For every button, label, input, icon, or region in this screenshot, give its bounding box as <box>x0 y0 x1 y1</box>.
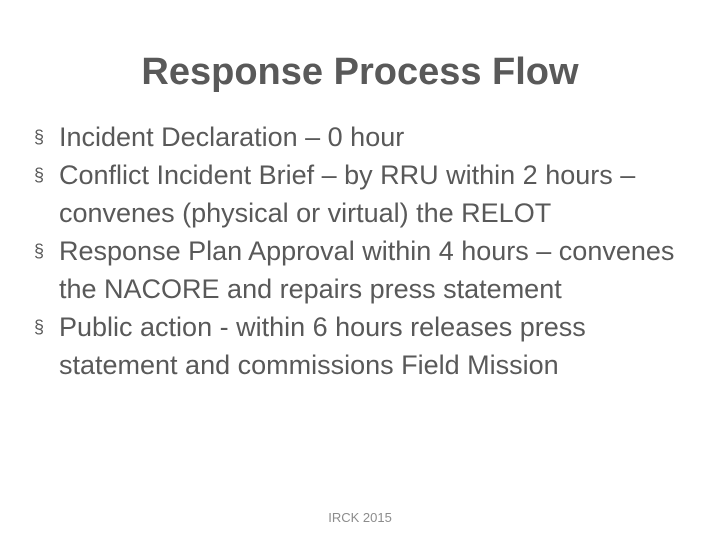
slide-title: Response Process Flow <box>141 51 579 93</box>
slide-footer: IRCK 2015 <box>328 510 392 525</box>
bullet-text: Public action - within 6 hours releases press statement and commissions Field Mission <box>59 312 586 380</box>
bullet-text: Response Plan Approval within 4 hours – convenes the NACORE and repairs press statement <box>59 236 675 304</box>
bullet-marker-icon: § <box>34 165 45 185</box>
bullet-marker-icon: § <box>34 241 45 261</box>
bullet-text: Conflict Incident Brief – by RRU within 2 hours – convenes (physical or virtual) the RELOT <box>59 160 636 228</box>
bullet-text: Incident Declaration – 0 hour <box>59 122 405 152</box>
bullet-item-1 <box>34 118 694 156</box>
bullet-item-2 <box>34 156 694 232</box>
bullet-marker-icon: § <box>34 127 45 147</box>
bullet-item-3 <box>34 232 694 308</box>
bullet-marker-icon: § <box>34 317 45 337</box>
bullet-item-4 <box>34 308 694 384</box>
bullet-list <box>34 118 694 384</box>
